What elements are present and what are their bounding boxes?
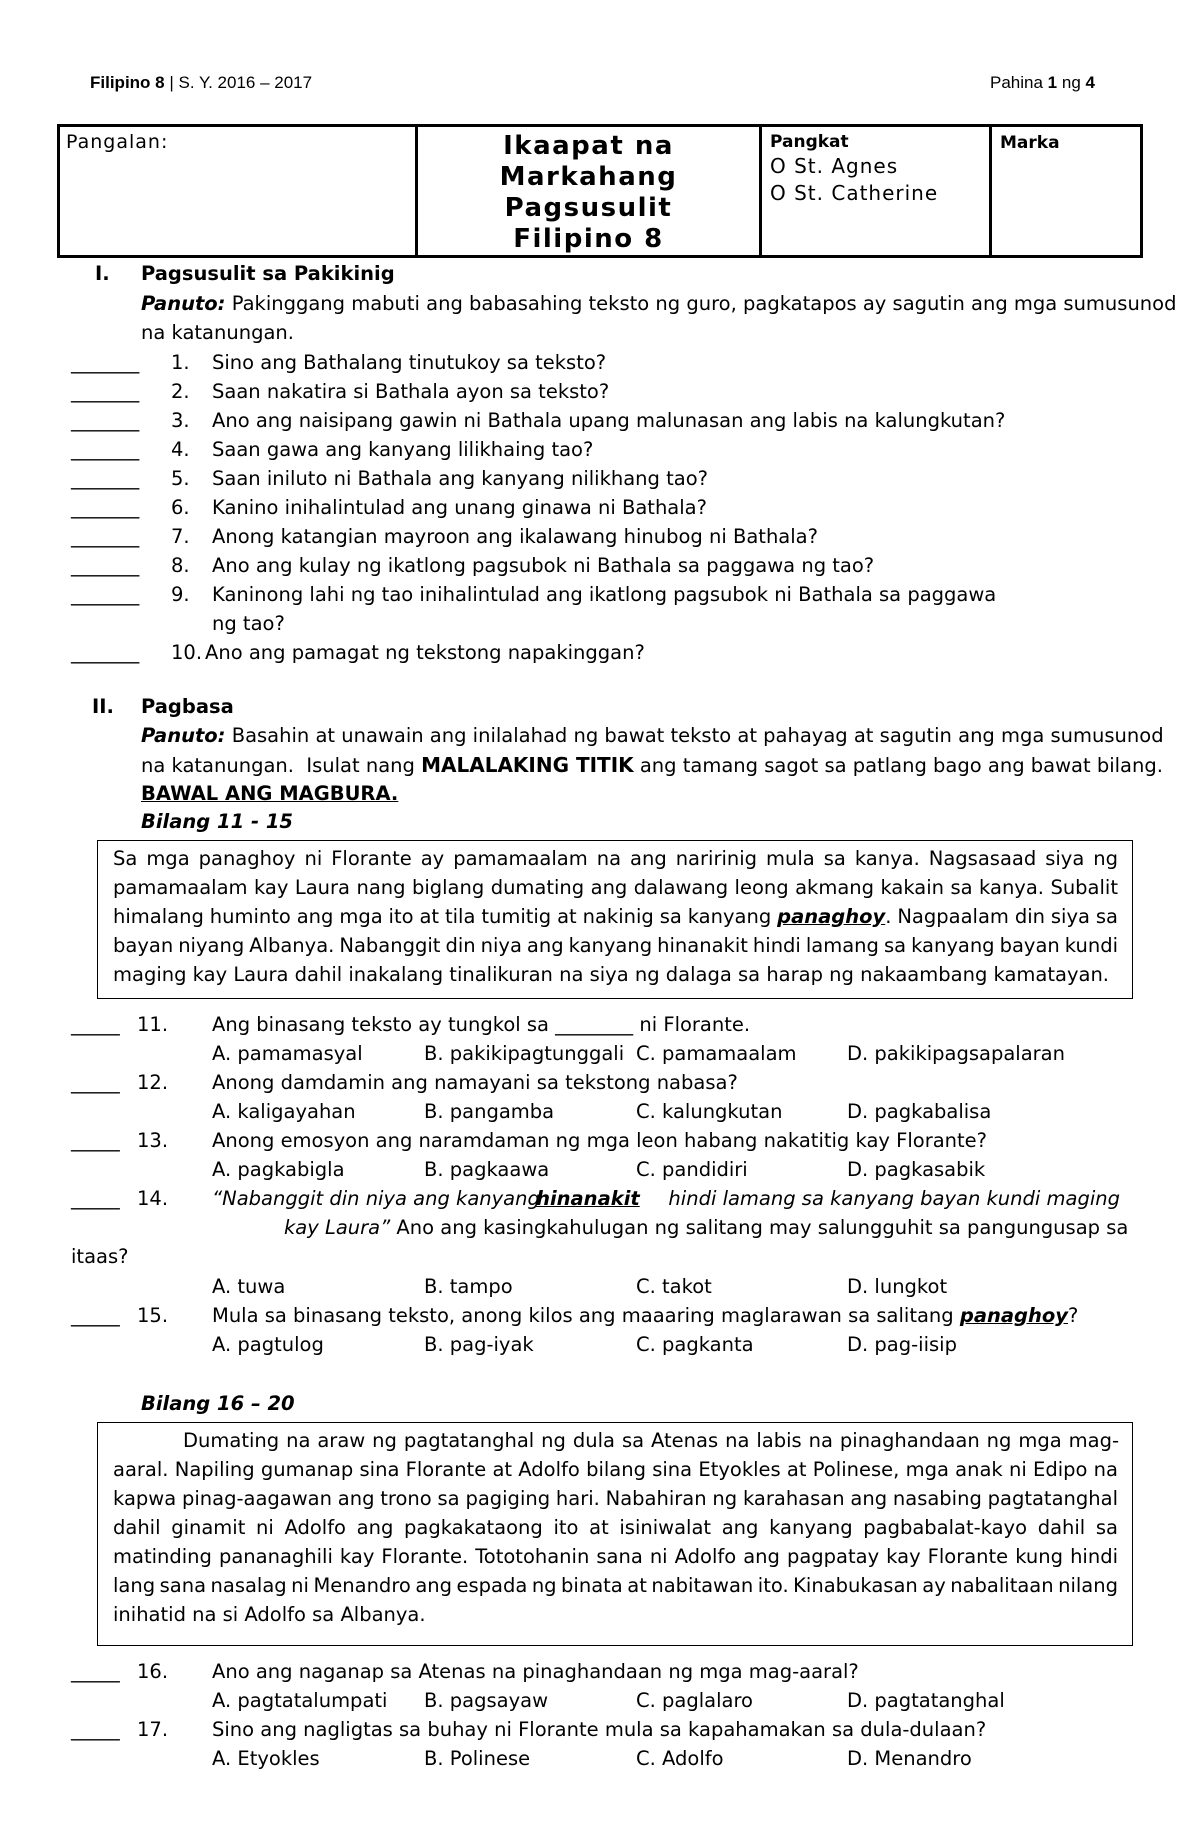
section1-numeral: I. (95, 262, 110, 285)
title-line: Filipino 8 (513, 224, 664, 254)
answer-blank[interactable]: _______ (71, 554, 140, 577)
section1-directions (141, 292, 1176, 315)
choice-c[interactable]: C. paglalaro (636, 1689, 753, 1712)
answer-blank[interactable]: _______ (71, 438, 140, 461)
choice-b[interactable]: B. pangamba (424, 1100, 555, 1123)
header-left: Filipino 8 | S. Y. 2016 – 2017 (90, 73, 313, 92)
q14-quote-line (212, 1187, 1120, 1210)
choice-d[interactable]: D. lungkot (847, 1275, 948, 1298)
choice-a[interactable]: A. kaligayahan (212, 1100, 356, 1123)
title-cell (417, 126, 761, 257)
answer-blank[interactable]: _______ (71, 641, 140, 664)
choice-d[interactable]: D. pagkabalisa (847, 1100, 992, 1123)
q14-quote-pre: “Nabanggit din niya ang kanyang (212, 1187, 547, 1210)
question-text: Kaninong lahi ng tao inihalintulad ang ikatlong pagsubok ni Bathala sa paggawa (212, 583, 997, 606)
choice-d[interactable]: D. Menandro (847, 1747, 972, 1770)
choice-d[interactable]: D. pagtatanghal (847, 1689, 1005, 1712)
answer-blank[interactable]: _____ (71, 1071, 120, 1094)
passage1-line (113, 876, 1118, 899)
q15-text (212, 1304, 1078, 1327)
answer-blank[interactable]: _____ (71, 1718, 120, 1741)
passage1-line: maging kay Laura dahil inakalang tinalikuran na siya ng dalaga sa harap ng nakaambang kamatayan. (113, 963, 1110, 986)
question-text: Ano ang kulay ng ikatlong pagsubok ni Bathala sa paggawa ng tao? (212, 554, 875, 577)
question-text: Anong katangian mayroon ang ikalawang hinubog ni Bathala? (212, 525, 818, 548)
choice-c[interactable]: C. pagkanta (636, 1333, 754, 1356)
passage1-line: Sa mga panaghoy ni Florante ay pamamaalam na ang naririnig mula sa kanya. Nagsasaad siya ng (113, 847, 1118, 870)
passage1-line: bayan niyang Albanya. Nabanggit din niya ang kanyang hinanakit hindi lamang sa kanyang bayan kundi (113, 934, 1118, 957)
choice-c[interactable]: C. takot (636, 1275, 712, 1298)
question-text: Ano ang naganap sa Atenas na pinaghandaan ng mga mag-aaral? (212, 1660, 859, 1683)
header-subject: Filipino 8 (90, 73, 165, 92)
page-label: Pahina (990, 73, 1043, 92)
section2-directions-cont (141, 753, 1163, 777)
answer-blank[interactable]: _______ (71, 380, 140, 403)
page-total: 4 (1085, 73, 1095, 92)
choice-d[interactable]: D. pakikipagsapalaran (847, 1042, 1065, 1065)
choice-a[interactable]: A. pagtulog (212, 1333, 324, 1356)
choice-c[interactable]: C. pandidiri (636, 1158, 748, 1181)
question-number: 15. (137, 1304, 169, 1327)
question-text: Anong damdamin ang namayani sa tekstong nabasa? (212, 1071, 738, 1094)
choice-b[interactable]: B. pakikipagtunggali (424, 1042, 625, 1065)
q14-underlined-word: hinanakit (536, 1187, 640, 1210)
question-text: Ano ang naisipang gawin ni Bathala upang malunasan ang labis na kalungkutan? (212, 409, 1006, 432)
question-text: Ang binasang teksto ay tungkol sa ________ ni Florante. (212, 1013, 751, 1036)
passage2-line: matinding pananaghili kay Florante. Tototohanin sana ni Adolfo ang pagpatay kay Florante kung hindi (113, 1545, 1118, 1568)
section2-numeral: II. (92, 695, 114, 718)
choice-b[interactable]: B. tampo (424, 1275, 513, 1298)
answer-blank[interactable]: _______ (71, 409, 140, 432)
group-option-agnes[interactable]: O St. Agnes (770, 154, 899, 178)
group-label: Pangkat (770, 132, 849, 152)
question-number: 5. (171, 467, 190, 490)
question-text: Saan nakatira si Bathala ayon sa teksto? (212, 380, 610, 403)
q15-text-pre: Mula sa binasang teksto, anong kilos ang maaaring maglarawan sa salitang (212, 1304, 960, 1327)
name-cell[interactable] (59, 126, 417, 257)
score-cell[interactable] (991, 126, 1142, 257)
q14-line2-rest: Ano ang kasingkahulugan ng salitang may salungguhit sa pangungusap sa (390, 1216, 1129, 1239)
section2-title: Pagbasa (141, 695, 234, 718)
passage2-line: lang sana nasalag ni Menandro ang espada ng binata at nabitawan ito. Kinabukasan ay nabalitaan nilang (113, 1574, 1118, 1597)
question-number: 12. (137, 1071, 169, 1094)
q15-underlined-word: panaghoy (959, 1304, 1068, 1327)
q15-text-post: ? (1067, 1304, 1079, 1327)
q14-quote-post: hindi lamang sa kanyang bayan kundi maging (662, 1187, 1120, 1210)
directions-text: ang tamang sagot sa patlang bago ang bawat bilang. (633, 754, 1163, 777)
title-line: Pagsusulit (504, 193, 673, 223)
question-text: Sino ang Bathalang tinutukoy sa teksto? (212, 351, 607, 374)
choice-c[interactable]: C. Adolfo (636, 1747, 724, 1770)
question-number: 9. (171, 583, 190, 606)
title-line: Ikaapat na (503, 131, 674, 161)
answer-blank[interactable]: _____ (71, 1187, 120, 1210)
directions-text: na katanungan. Isulat nang (141, 754, 422, 777)
answer-blank[interactable]: _______ (71, 525, 140, 548)
name-label: Pangalan: (66, 131, 169, 153)
group2-label: Bilang 16 – 20 (141, 1392, 295, 1415)
page-of: ng (1061, 73, 1081, 92)
q14-quote-line2: kay Laura” (284, 1216, 391, 1239)
question-number: 7. (171, 525, 190, 548)
q14-line2 (284, 1216, 1128, 1239)
choice-a[interactable]: A. pamamasyal (212, 1042, 363, 1065)
choice-b[interactable]: B. pagkaawa (424, 1158, 550, 1181)
question-text: Kanino inihalintulad ang unang ginawa ni Bathala? (212, 496, 707, 519)
question-number: 16. (137, 1660, 169, 1683)
question-text-cont: ng tao? (212, 612, 285, 635)
choice-b[interactable]: B. pag-iyak (424, 1333, 534, 1356)
group-cell (761, 126, 991, 257)
question-number: 10. (171, 641, 203, 664)
answer-blank[interactable]: _____ (71, 1013, 120, 1036)
info-table (57, 124, 1143, 258)
choice-c[interactable]: C. pamamaalam (636, 1042, 797, 1065)
answer-blank[interactable]: _______ (71, 467, 140, 490)
choice-d[interactable]: D. pagkasabik (847, 1158, 986, 1181)
header-right (990, 73, 1095, 93)
answer-blank[interactable]: _______ (71, 351, 140, 374)
passage2-line: inihatid na si Adolfo sa Albanya. (113, 1603, 426, 1626)
directions-caps: MALALAKING TITIK (421, 753, 634, 777)
title-line: Markahang (499, 162, 678, 192)
choice-b[interactable]: B. Polinese (424, 1747, 531, 1770)
question-number: 14. (137, 1187, 169, 1210)
answer-blank[interactable]: _______ (71, 583, 140, 606)
directions-label: Panuto: (141, 292, 226, 315)
question-number: 3. (171, 409, 190, 432)
passage2-line: Dumating na araw ng pagtatanghal ng dula sa Atenas na labis na pinaghandaan ng mga mag- (183, 1429, 1119, 1452)
question-number: 4. (171, 438, 190, 461)
directions-text: Basahin at unawain ang inilalahad ng bawat teksto at pahayag at sagutin ang mga sumusunod (231, 724, 1164, 747)
page-num: 1 (1047, 73, 1058, 92)
passage2-line: aaral. Napiling gumanap sina Florante at Adolfo bilang sina Etyokles at Polinese, mga anak ni Edipo na (113, 1458, 1118, 1481)
choice-a[interactable]: A. pagkabigla (212, 1158, 345, 1181)
passage2-line: kapwa pinag-aagawan ang trono sa pagiging hari. Nabahiran ng karahasan ang nasabing pagtatanghal (113, 1487, 1118, 1510)
directions-text: Pakinggang mabuti ang babasahing teksto ng guro, pagkatapos ay sagutin ang mga sumusunod (231, 292, 1177, 315)
section1-title: Pagsusulit sa Pakikinig (141, 262, 395, 285)
directions-label: Panuto: (141, 724, 226, 747)
choice-a[interactable]: A. Etyokles (212, 1747, 320, 1770)
question-number: 11. (137, 1013, 169, 1036)
question-text: Ano ang pamagat ng tekstong napakinggan? (205, 641, 645, 664)
passage2-line: dahil ginamit ni Adolfo ang pagkakataong ito at isiniwalat ang kanyang pagbabalat-kayo dahil sa (113, 1516, 1118, 1539)
group-option-catherine[interactable]: O St. Catherine (770, 181, 939, 205)
answer-blank[interactable]: _____ (71, 1129, 120, 1152)
answer-blank[interactable]: _____ (71, 1660, 120, 1683)
question-number: 17. (137, 1718, 169, 1741)
question-text: Sino ang nagligtas sa buhay ni Florante mula sa kapahamakan sa dula-dulaan? (212, 1718, 987, 1741)
passage1-underlined-word: panaghoy (777, 905, 886, 928)
section1-directions-cont: na katanungan. (141, 321, 294, 344)
group1-label: Bilang 11 - 15 (141, 810, 293, 833)
question-text: Anong emosyon ang naramdaman ng mga leon habang nakatitig kay Florante? (212, 1129, 988, 1152)
question-text: Saan iniluto ni Bathala ang kanyang nilikhang tao? (212, 467, 708, 490)
question-number: 6. (171, 496, 190, 519)
question-text: Saan gawa ang kanyang lilikhaing tao? (212, 438, 594, 461)
choice-a[interactable]: A. tuwa (212, 1275, 286, 1298)
passage1-text: . Nagpaalam din siya sa (885, 905, 1118, 928)
score-label: Marka (1000, 133, 1060, 153)
warning-text: BAWAL ANG MAGBURA. (141, 782, 399, 805)
q14-line3: itaas? (71, 1245, 129, 1268)
passage1-text: pamamaalam kay Laura nang biglang dumating ang dalawang leong akmang kakain sa kanya. Subalit (113, 876, 1118, 899)
passage1-line (113, 905, 1118, 928)
choice-b[interactable]: B. pagsayaw (424, 1689, 549, 1712)
question-number: 1. (171, 351, 190, 374)
choice-d[interactable]: D. pag-iisip (847, 1333, 957, 1356)
question-number: 2. (171, 380, 190, 403)
question-number: 8. (171, 554, 190, 577)
question-number: 13. (137, 1129, 169, 1152)
header-year: S. Y. 2016 – 2017 (178, 73, 313, 92)
passage1-text: himalang huminto ang mga ito at tila tumitig at nakinig sa kanyang (113, 905, 778, 928)
section2-directions (141, 724, 1164, 747)
answer-blank[interactable]: _____ (71, 1304, 120, 1327)
choice-c[interactable]: C. kalungkutan (636, 1100, 783, 1123)
answer-blank[interactable]: _______ (71, 496, 140, 519)
choice-a[interactable]: A. pagtatalumpati (212, 1689, 388, 1712)
